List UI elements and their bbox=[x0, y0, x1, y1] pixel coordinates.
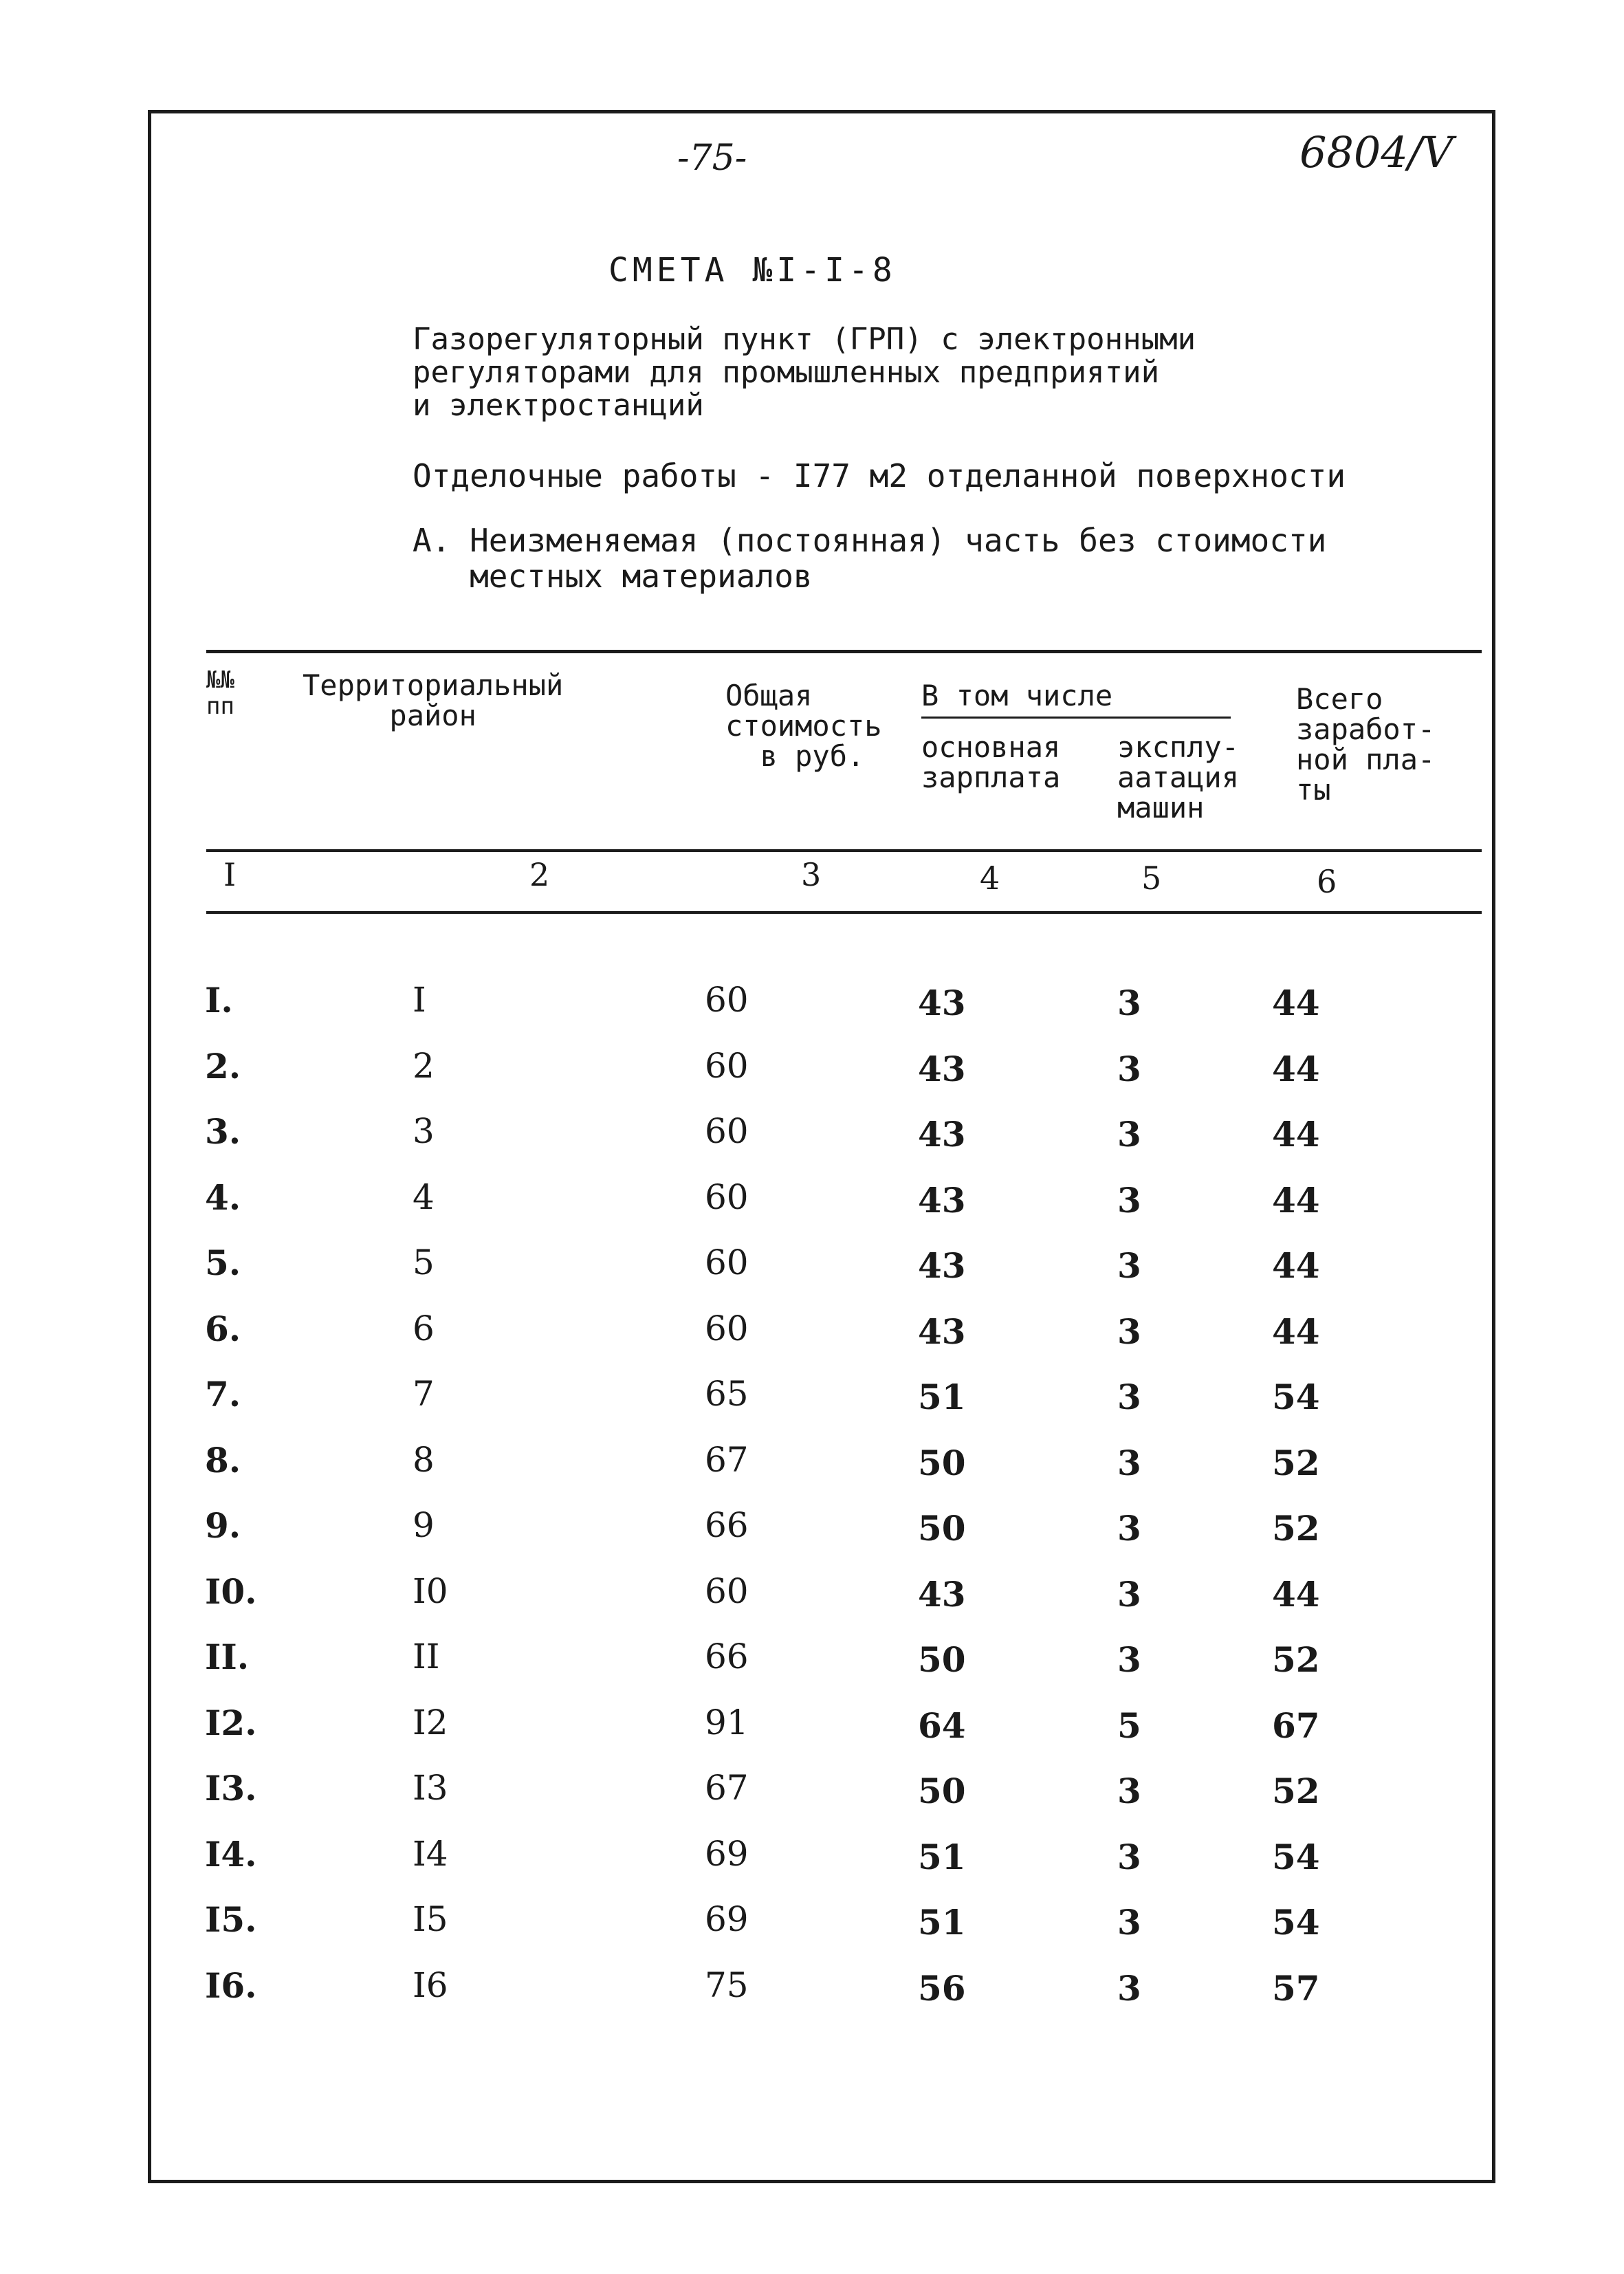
table-row bbox=[0, 1637, 1624, 1692]
row-number: II. bbox=[205, 1637, 250, 1677]
total-wage-cell: 52 bbox=[1272, 1508, 1320, 1549]
base-wage-cell: 51 bbox=[918, 1902, 966, 1943]
total-cost-cell: 60 bbox=[705, 1045, 749, 1086]
total-cost-cell: 67 bbox=[705, 1439, 749, 1480]
header-wage: основная зарплата bbox=[921, 730, 1061, 794]
row-number: I. bbox=[205, 980, 233, 1020]
total-cost-cell: 66 bbox=[705, 1505, 749, 1545]
base-wage-cell: 50 bbox=[918, 1442, 966, 1483]
row-number: I5. bbox=[205, 1899, 257, 1940]
machines-cell: 5 bbox=[1117, 1705, 1141, 1746]
including-rule bbox=[921, 717, 1231, 719]
region-cell: I3 bbox=[413, 1768, 448, 1808]
machines-cell: 3 bbox=[1117, 1048, 1141, 1089]
page-number: -75- bbox=[677, 138, 747, 179]
base-wage-cell: 64 bbox=[918, 1705, 966, 1746]
row-number: 8. bbox=[205, 1439, 241, 1480]
base-wage-cell: 50 bbox=[918, 1508, 966, 1549]
total-cost-cell: 66 bbox=[705, 1637, 749, 1676]
base-wage-cell: 43 bbox=[918, 983, 966, 1023]
table-row bbox=[0, 1899, 1624, 1954]
header-num: №№ пп bbox=[206, 666, 234, 720]
total-cost-cell: 60 bbox=[705, 1243, 749, 1282]
row-number: 2. bbox=[205, 1045, 241, 1086]
region-cell: I bbox=[413, 980, 426, 1020]
region-cell: I6 bbox=[413, 1965, 448, 2005]
row-number: I6. bbox=[205, 1965, 257, 2006]
total-cost-cell: 60 bbox=[705, 1111, 749, 1151]
region-cell: 9 bbox=[413, 1505, 435, 1545]
header-machines: эксплу- аатация машин bbox=[1117, 730, 1240, 824]
total-cost-cell: 60 bbox=[705, 1571, 749, 1611]
total-wage-cell: 44 bbox=[1272, 1179, 1320, 1221]
total-wage-cell: 52 bbox=[1272, 1771, 1320, 1811]
header-including: В том числе bbox=[921, 679, 1113, 712]
table-row bbox=[0, 1571, 1624, 1626]
total-cost-cell: 60 bbox=[705, 1177, 749, 1217]
row-number: 3. bbox=[205, 1111, 241, 1152]
machines-cell: 3 bbox=[1117, 1508, 1141, 1549]
base-wage-cell: 43 bbox=[918, 1245, 966, 1286]
document-number: 6804/V bbox=[1299, 127, 1453, 177]
region-cell: II bbox=[413, 1637, 440, 1676]
estimate-title: СМЕТА №I-I-8 bbox=[608, 251, 897, 289]
machines-cell: 3 bbox=[1117, 1902, 1141, 1943]
region-cell: I0 bbox=[413, 1571, 448, 1611]
machines-cell: 3 bbox=[1117, 1311, 1141, 1352]
header-region: Территориальный район bbox=[303, 668, 564, 732]
machines-cell: 3 bbox=[1117, 1179, 1141, 1221]
region-cell: 4 bbox=[413, 1177, 435, 1217]
estimate-subject: Газорегуляторный пункт (ГРП) с электронными регуляторами для промышленных предприятий и электростанций bbox=[413, 322, 1196, 423]
row-number: I2. bbox=[205, 1702, 257, 1743]
column-numbers-rule bbox=[206, 911, 1482, 914]
column-number-3: 3 bbox=[801, 856, 822, 893]
row-number: 6. bbox=[205, 1308, 241, 1349]
table-row bbox=[0, 1505, 1624, 1560]
row-number: 4. bbox=[205, 1177, 241, 1218]
total-wage-cell: 44 bbox=[1272, 1573, 1320, 1615]
table-row bbox=[0, 1768, 1624, 1823]
table-row bbox=[0, 1243, 1624, 1298]
region-cell: 5 bbox=[413, 1243, 435, 1282]
column-number-5: 5 bbox=[1141, 860, 1162, 897]
table-row bbox=[0, 1965, 1624, 2020]
row-number: I0. bbox=[205, 1571, 257, 1612]
total-wage-cell: 44 bbox=[1272, 1311, 1320, 1352]
column-number-6: 6 bbox=[1317, 863, 1337, 900]
column-number-2: 2 bbox=[529, 856, 550, 893]
region-cell: 3 bbox=[413, 1111, 435, 1151]
total-cost-cell: 69 bbox=[705, 1899, 749, 1939]
base-wage-cell: 56 bbox=[918, 1967, 966, 2009]
region-cell: 6 bbox=[413, 1308, 435, 1348]
table-row bbox=[0, 1440, 1624, 1495]
total-cost-cell: 75 bbox=[705, 1965, 749, 2005]
total-cost-cell: 60 bbox=[705, 1308, 749, 1348]
header-total-wage: Всего заработ- ной пла- ты bbox=[1296, 682, 1436, 807]
table-row bbox=[0, 1374, 1624, 1429]
row-number: 7. bbox=[205, 1374, 241, 1414]
table-row bbox=[0, 1703, 1624, 1758]
row-number: 9. bbox=[205, 1505, 241, 1546]
header-bottom-rule bbox=[206, 849, 1482, 852]
base-wage-cell: 43 bbox=[918, 1179, 966, 1221]
total-wage-cell: 44 bbox=[1272, 983, 1320, 1023]
total-cost-cell: 60 bbox=[705, 980, 749, 1020]
region-cell: I4 bbox=[413, 1833, 448, 1874]
header-total: Общая стоимость в руб. bbox=[725, 679, 882, 773]
machines-cell: 3 bbox=[1117, 1442, 1141, 1483]
region-cell: 2 bbox=[413, 1045, 435, 1086]
row-number: I3. bbox=[205, 1768, 257, 1808]
machines-cell: 3 bbox=[1117, 1771, 1141, 1811]
row-number: 5. bbox=[205, 1243, 241, 1283]
machines-cell: 3 bbox=[1117, 1245, 1141, 1286]
total-cost-cell: 65 bbox=[705, 1374, 749, 1414]
base-wage-cell: 43 bbox=[918, 1311, 966, 1352]
table-top-rule bbox=[206, 650, 1482, 653]
table-row bbox=[0, 1177, 1624, 1232]
base-wage-cell: 51 bbox=[918, 1836, 966, 1877]
machines-cell: 3 bbox=[1117, 983, 1141, 1023]
column-number-1: I bbox=[223, 856, 237, 893]
total-wage-cell: 54 bbox=[1272, 1377, 1320, 1417]
machines-cell: 3 bbox=[1117, 1377, 1141, 1417]
base-wage-cell: 50 bbox=[918, 1639, 966, 1680]
region-cell: 7 bbox=[413, 1374, 435, 1414]
table-row bbox=[0, 980, 1624, 1035]
total-wage-cell: 57 bbox=[1272, 1967, 1320, 2009]
region-cell: I5 bbox=[413, 1899, 448, 1939]
work-description: Отделочные работы - I77 м2 отделанной поверхности bbox=[413, 457, 1346, 494]
column-number-4: 4 bbox=[980, 860, 1000, 897]
total-wage-cell: 67 bbox=[1272, 1705, 1320, 1746]
base-wage-cell: 43 bbox=[918, 1114, 966, 1155]
total-wage-cell: 52 bbox=[1272, 1442, 1320, 1483]
total-wage-cell: 54 bbox=[1272, 1836, 1320, 1877]
base-wage-cell: 51 bbox=[918, 1377, 966, 1417]
machines-cell: 3 bbox=[1117, 1114, 1141, 1155]
total-wage-cell: 44 bbox=[1272, 1048, 1320, 1089]
base-wage-cell: 50 bbox=[918, 1771, 966, 1811]
table-row bbox=[0, 1309, 1624, 1364]
table-row bbox=[0, 1046, 1624, 1101]
machines-cell: 3 bbox=[1117, 1573, 1141, 1615]
base-wage-cell: 43 bbox=[918, 1573, 966, 1615]
part-description: А. Неизменяемая (постоянная) часть без стоимости местных материалов bbox=[413, 522, 1327, 595]
total-wage-cell: 52 bbox=[1272, 1639, 1320, 1680]
total-cost-cell: 67 bbox=[705, 1768, 749, 1808]
region-cell: I2 bbox=[413, 1702, 448, 1742]
machines-cell: 3 bbox=[1117, 1836, 1141, 1877]
base-wage-cell: 43 bbox=[918, 1048, 966, 1089]
table-row bbox=[0, 1111, 1624, 1166]
machines-cell: 3 bbox=[1117, 1639, 1141, 1680]
table-row bbox=[0, 1834, 1624, 1889]
region-cell: 8 bbox=[413, 1439, 435, 1480]
row-number: I4. bbox=[205, 1833, 257, 1874]
total-cost-cell: 69 bbox=[705, 1833, 749, 1874]
total-wage-cell: 54 bbox=[1272, 1902, 1320, 1943]
total-wage-cell: 44 bbox=[1272, 1245, 1320, 1286]
total-cost-cell: 91 bbox=[705, 1702, 749, 1742]
total-wage-cell: 44 bbox=[1272, 1114, 1320, 1155]
machines-cell: 3 bbox=[1117, 1967, 1141, 2009]
